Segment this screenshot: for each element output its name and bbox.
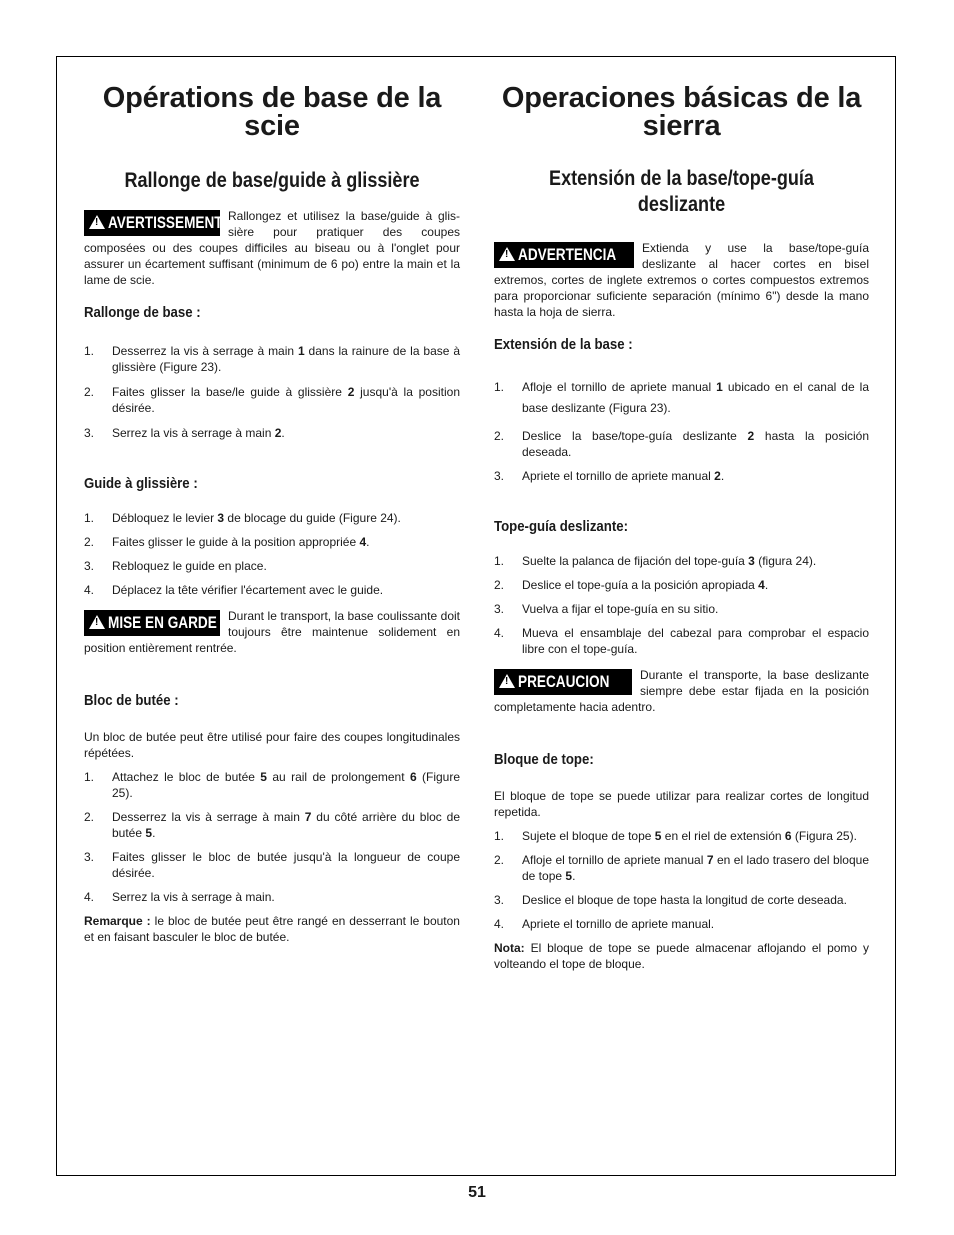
subheading-rallonge: Rallonge de base : (84, 304, 201, 321)
section-title-fr: Rallonge de base/guide à glissière (124, 169, 420, 192)
caution-text: Durante el transporte, la base deslizante siempre debe estar fijada en la posición completamente hacia adentro. (494, 668, 869, 714)
list-item: 1. Afloje el tornillo de apriete manual 1 ubicado en el canal de la base deslizante (Figura 23). (494, 380, 869, 415)
list-item: 1. Attachez le bloc de butée 5 au rail de prolongement 6 (Figure 25). (84, 770, 461, 800)
list-item: 3. Rebloquez le guide en place. (84, 559, 267, 573)
list-tope-guia (494, 553, 869, 657)
subheading-bloque: Bloque de tope: (494, 751, 594, 768)
bloc-note: Remarque : le bloc de butée peut être rangé en desserrant le bouton et en faisant basculer le bloc de butée. (84, 914, 460, 944)
list-item: 2. Desserrez la vis à serrage à main 7 du côté arrière du bloc de butée 5. (84, 810, 460, 840)
french-column (84, 80, 460, 945)
list-item: 4. Déplacez la tête vérifier l'écartement avec le guide. (84, 583, 384, 597)
list-item: 3. Deslice el bloque de tope hasta la longitud de corte deseada. (494, 893, 847, 907)
spanish-column (494, 80, 869, 972)
warning-badge: !AVERTISSEMENT (84, 210, 220, 236)
list-rallonge (84, 343, 460, 441)
page-number: 51 (468, 1184, 486, 1201)
list-item: 2. Afloje el tornillo de apriete manual 7 en el lado trasero del bloque de tope 5. (494, 853, 870, 883)
list-item: 1. Suelte la palanca de fijación del tope-guía 3 (figura 24). (494, 554, 817, 568)
page-title-es: Operaciones básicas de la sierra (501, 82, 862, 142)
list-item: 3. Vuelva a fijar el tope-guía en su sitio. (494, 602, 719, 616)
subheading-bloc: Bloc de butée : (84, 692, 179, 709)
list-item: 1. Débloquez le levier 3 de blocage du guide (Figure 24). (84, 511, 401, 525)
list-item: 4. Mueva el ensamblaje del cabezal para comprobar el espacio libre con el tope-guía. (494, 626, 869, 656)
list-bloque (494, 828, 869, 932)
warning-text: Rallongez et utilisez la base/guide à glis-sière pour pratiquer des coupes composées ou des coupes difficiles au biseau ou à l'onglet pour assurer un écartement suffisant (minimum de 6 po) entre la main et la lame de scie. (84, 209, 460, 287)
warning-badge: !ADVERTENCIA (494, 242, 634, 268)
subheading-extension: Extensión de la base : (494, 336, 633, 353)
caution-badge: !MISE EN GARDE (84, 610, 220, 636)
list-item: 3. Apriete el tornillo de apriete manual 2. (494, 469, 725, 483)
warning-text: Extienda y use la base/tope-guía deslizante al hacer cortes en bisel extremos, cortes de inglete extremos o cortes compuestos extremos para proporcionar suficiente separación (mínimo 6") desde la mano hasta la hoja de sierra. (494, 241, 869, 319)
list-item: 4. Serrez la vis à serrage à main. (84, 890, 275, 904)
warning-icon (499, 674, 515, 688)
list-item: 3. Faites glisser le bloc de butée jusqu'à la longueur de coupe désirée. (84, 850, 460, 880)
caution-badge: !PRECAUCION (494, 669, 632, 695)
warning-block-fr (84, 208, 460, 288)
subheading-tope-guia: Tope-guía deslizante: (494, 518, 628, 535)
caution-block-fr (84, 608, 460, 656)
list-extension (494, 377, 869, 484)
list-item: 3. Serrez la vis à serrage à main 2. (84, 426, 285, 440)
list-bloc (84, 769, 460, 905)
list-guide (84, 510, 460, 598)
bloque-note: Nota: El bloque de tope se puede almacenar aflojando el pomo y volteando el tope de bloque. (494, 941, 869, 971)
list-item: 2. Deslice el tope-guía a la posición apropiada 4. (494, 578, 769, 592)
list-item: 2. Faites glisser le guide à la position appropriée 4. (84, 535, 370, 549)
warning-icon (499, 247, 515, 261)
section-title-es: Extensión de la base/tope-guía deslizante (549, 167, 814, 216)
list-item: 1. Sujete el bloque de tope 5 en el riel de extensión 6 (Figura 25). (494, 829, 857, 843)
list-item: 2. Deslice la base/tope-guía deslizante 2 hasta la posición deseada. (494, 429, 869, 459)
warning-icon (89, 615, 105, 629)
page-title-fr: Opérations de base de la scie (102, 82, 442, 142)
list-item: 1. Desserrez la vis à serrage à main 1 dans la rainure de la base à glissière (Figure 23). (84, 344, 460, 374)
warning-icon (89, 215, 105, 229)
subheading-guide: Guide à glissière : (84, 475, 198, 492)
list-item: 4. Apriete el tornillo de apriete manual. (494, 917, 715, 931)
caution-block-es (494, 667, 869, 715)
warning-block-es (494, 240, 869, 320)
caution-text: Durant le transport, la base coulissante doit toujours être maintenue solidement en position entièrement rentrée. (84, 609, 460, 655)
bloc-intro: Un bloc de butée peut être utilisé pour faire des coupes longitudinales répétées. (84, 730, 460, 760)
bloque-intro: El bloque de tope se puede utilizar para realizar cortes de longitud repetida. (494, 789, 869, 819)
list-item: 2. Faites glisser la base/le guide à glissière 2 jusqu'à la position désirée. (84, 385, 460, 415)
